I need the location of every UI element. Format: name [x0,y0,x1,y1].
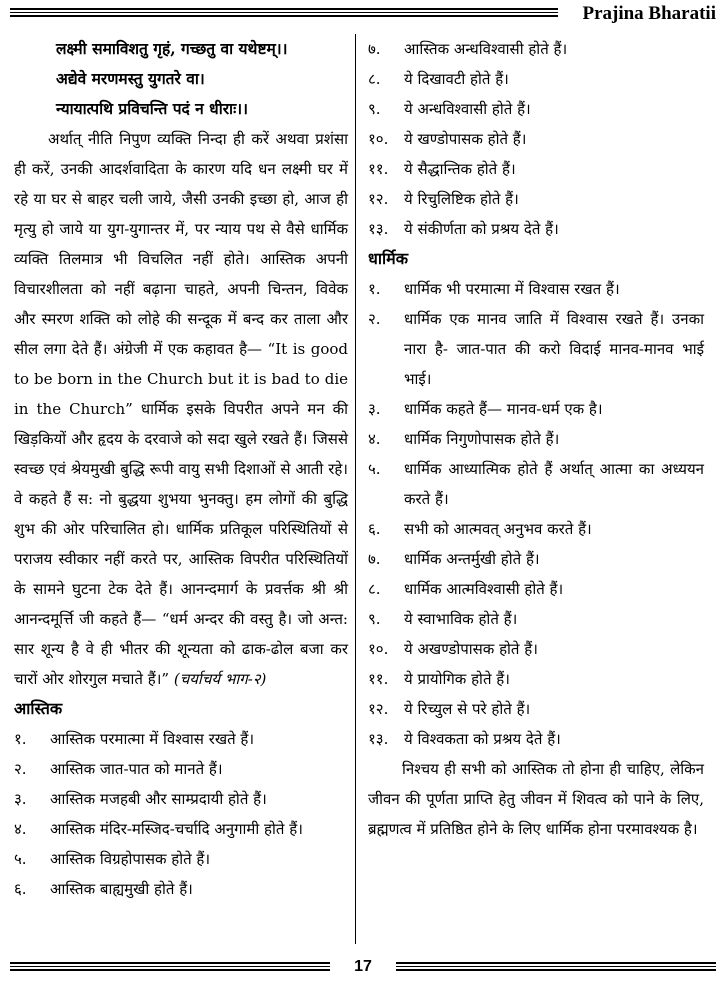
item-text: आस्तिक विग्रहोपासक होते हैं। [50,850,211,868]
item-number: १०. [368,640,389,658]
item-number: ६. [14,880,27,898]
item-text: ये रिचुलिष्टिक होते हैं। [404,190,519,208]
item-number: ६. [368,520,381,538]
item-text: धार्मिक भी परमात्मा में विश्वास रखत हैं। [404,280,620,298]
list-item [14,844,348,874]
item-text: आस्तिक अन्धविश्वासी होते हैं। [404,40,568,58]
list-item [368,154,704,184]
item-number: २. [14,760,27,778]
list-item [368,94,704,124]
item-text: ये स्वाभाविक होते हैं। [404,610,518,628]
item-text: धार्मिक निगुणोपासक होते हैं। [404,430,560,448]
item-text: आस्तिक जात-पात को मानते हैं। [50,760,223,778]
item-text: धार्मिक आध्यात्मिक होते हैं अर्थात् आत्मा का अध्ययन करते हैं। [404,460,704,508]
list-item [368,604,704,634]
item-text: ये दिखावटी होते हैं। [404,70,509,88]
item-text: ये संकीर्णता को प्रश्रय देते हैं। [404,220,559,238]
list-item [368,544,704,574]
list-item [368,514,704,544]
list-item [368,634,704,664]
verse-line-2: अद्येवे मरणमस्तु युगतरे वा। [56,69,205,88]
item-text: सभी को आत्मवत् अनुभव करते हैं। [404,520,592,538]
item-text: ये विश्वकता को प्रश्रय देते हैं। [404,730,561,748]
main-paragraph [14,124,348,694]
item-number: ११. [368,160,389,178]
item-number: ४. [368,430,381,448]
list-item [368,184,704,214]
list-item [368,34,704,64]
item-text: ये रिच्युल से परे होते हैं। [404,700,531,718]
list-item [368,394,704,424]
item-text: ये सैद्धान्तिक होते हैं। [404,160,516,178]
item-number: १३. [368,730,389,748]
list-item [368,64,704,94]
item-number: १. [368,280,381,298]
citation: (चर्याचर्य भाग-२) [173,670,267,688]
dharmik-heading: धार्मिक [368,249,408,268]
main-paragraph-text: अर्थात् नीति निपुण व्यक्ति निन्दा ही करें अथवा प्रशंसा ही करें, उनकी आदर्शवादिता के कारण यदि धन लक्ष्मी घर में रहे या घर से बाहर चली जाये, जैसी उनकी इच्छा हो, आज ही मृत्यु हो जाये या युग-युगान्तर में, पर न्याय पथ से वैसे धार्मिक व्यक्ति तिलमात्र भी विचलित नहीं होते। आस्तिक अपनी विचारशीलता को नहीं बढ़ाना चाहते, अपनी चिन्तन, विवेक और स्मरण शक्ति को लोहे की सन्दूक में बन्द कर ताला और सील लगा देते हैं। अंग्रेजी में एक कहावत है— “It is good to be born in the Church but it is bad to die in the Church” धार्मिक इसके विपरीत अपने मन की खिड़कियों और हृदय के दरवाजे को सदा खुले रखते हैं। जिससे स्वच्छ एवं श्रेयमुखी बुद्धि रूपी वायु सभी दिशाओं से आती रहे। वे कहते हैं स: नो बुद्धया शुभया भुनक्तु। हम लोगों की बुद्धि शुभ की ओर परिचालित हो। धार्मिक प्रतिकूल परिस्थितियों से पराजय स्वीकार नहीं करते पर, आस्तिक विपरीत परिस्थितियों के सामने घुटना टेक देते हैं। आनन्दमार्ग के प्रवर्त्तक श्री श्री आनन्दमूर्त्ति जी कहते हैं— “धर्म अन्दर की वस्तु है। जो अन्त: सार शून्य है वे ही भीतर की शून्यता को ढाक-ढोल बजा कर चारों ओर शोरगुल मचाते हैं।” [14,130,348,688]
item-text: ये प्रायोगिक होते हैं। [404,670,510,688]
item-number: ७. [368,550,381,568]
astik-list-left [14,724,348,904]
item-text: आस्तिक बाह्यमुखी होते हैं। [50,880,193,898]
dharmik-list [368,274,704,754]
list-item [14,784,348,814]
list-item [368,304,704,394]
page-number: 17 [354,958,372,975]
item-text: ये अन्धविश्वासी होते हैं। [404,100,531,118]
list-item [368,694,704,724]
item-text: ये अखण्डोपासक होते हैं। [404,640,538,658]
conclusion-paragraph: निश्चय ही सभी को आस्तिक तो होना ही चाहिए, लेकिन जीवन की पूर्णता प्राप्ति हेतु जीवन में शिवत्व को पाने के लिए, ब्रह्मणत्व में प्रतिष्ठित होने के लिए धार्मिक होना परमावश्यक है। [368,760,704,838]
item-text: आस्तिक परमात्मा में विश्वास रखते हैं। [50,730,255,748]
right-column [368,34,704,844]
column-divider [355,34,356,944]
item-text: धार्मिक आत्मविश्वासी होते हैं। [404,580,564,598]
header-rule [10,8,558,22]
item-number: १. [14,730,27,748]
left-column [14,34,348,904]
item-number: ३. [368,400,381,418]
footer-rule-right [396,962,716,973]
item-number: ९. [368,610,381,628]
item-number: ३. [14,790,27,808]
item-number: ९. [368,100,381,118]
publication-title: Prajina Bharatii [582,3,716,24]
list-item [368,274,704,304]
item-number: ५. [368,460,381,478]
list-item [14,874,348,904]
item-number: २. [368,310,381,328]
list-item [368,724,704,754]
item-text: धार्मिक कहते हैं— मानव-धर्म एक है। [404,400,603,418]
item-text: आस्तिक मजहबी और साम्प्रदायी होते हैं। [50,790,267,808]
list-item [14,814,348,844]
item-number: ५. [14,850,27,868]
item-number: ८. [368,580,381,598]
footer-rule-left [10,962,330,973]
list-item [368,454,704,514]
list-item [368,124,704,154]
item-text: धार्मिक एक मानव जाति में विश्वास रखते हैं। उनका नारा है- जात-पात की करो विदाई मानव-मानव भाई भाई। [404,310,704,388]
astik-list-right [368,34,704,244]
verse-line-1: लक्ष्मी समाविशतु गृहं, गच्छतु वा यथेष्टम्।। [56,39,288,58]
item-number: ८. [368,70,381,88]
list-item [368,214,704,244]
list-item [14,724,348,754]
item-number: १२. [368,700,389,718]
item-number: १३. [368,220,389,238]
item-number: १०. [368,130,389,148]
item-number: ७. [368,40,381,58]
verse-line-3: न्यायात्पथि प्रविचन्ति पदं न धीराः।। [56,99,248,118]
list-item [368,574,704,604]
item-text: आस्तिक मंदिर-मस्जिद-चर्चादि अनुगामी होते हैं। [50,820,303,838]
list-item [368,664,704,694]
item-number: ४. [14,820,27,838]
item-number: १२. [368,190,389,208]
list-item [14,754,348,784]
footer [10,958,716,978]
item-text: धार्मिक अन्तर्मुखी होते हैं। [404,550,540,568]
list-item [368,424,704,454]
item-number: ११. [368,670,389,688]
item-text: ये खण्डोपासक होते हैं। [404,130,527,148]
astik-heading: आस्तिक [14,699,63,718]
